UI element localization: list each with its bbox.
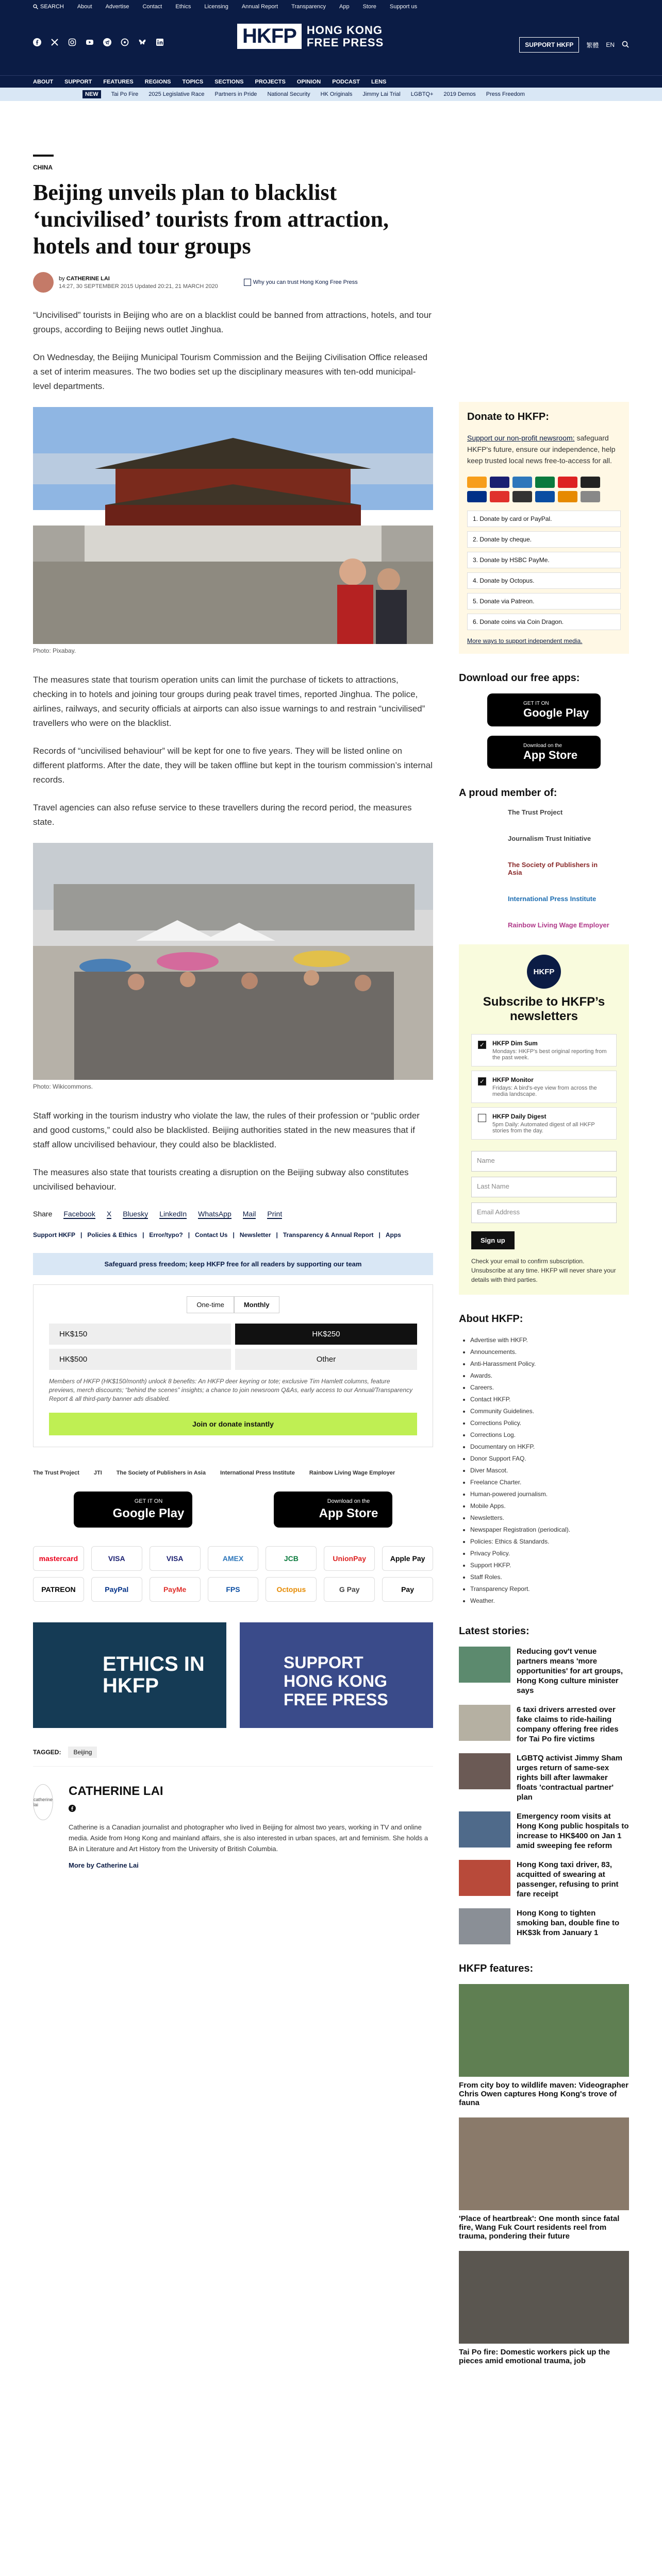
fps-icon <box>535 491 555 502</box>
hkfp-logo: HKFP <box>527 955 561 989</box>
feature-image <box>459 2117 629 2210</box>
trust-link[interactable] <box>244 279 358 286</box>
article-paragraph: Staff working in the tourism industry who violate the law, the rules of their profession or “public order and good customs,” could also be blacklisted. Beijing authorities stated in the new measures that if staff allow uncivilised behaviour, they could also be blacklisted. <box>33 1111 420 1149</box>
unionpay-logo: UnionPay <box>324 1546 375 1571</box>
about-link[interactable]: • Donor Support FAQ. <box>470 1453 629 1465</box>
feature-image <box>459 2251 629 2344</box>
sidebar <box>459 402 629 2376</box>
logo-mark: HKFP <box>237 24 302 49</box>
share-bluesky[interactable]: Bluesky <box>123 1210 148 1218</box>
by-label: by <box>59 275 65 282</box>
story-title: Hong Kong taxi driver, 83, acquitted of swearing at passenger, refusing to print fare receipt <box>517 1860 619 1899</box>
support-hkfp-button[interactable]: SUPPORT HKFP <box>519 37 579 53</box>
banner-title: ETHICS IN HKFP <box>103 1653 205 1697</box>
logo-wordmark <box>307 24 384 49</box>
story-thumbnail <box>459 1753 510 1789</box>
latest-story[interactable] <box>459 1811 629 1851</box>
author-bio: Catherine is a Canadian journalist and photographer who lived in Beijing for almost two years, working in TV and online media. Aside from Hong Kong and mainland affairs, she is also interested in urban spaces, art and feminism. She holds a BA in Literature and Art History from the University of British Columbia. <box>69 1823 428 1853</box>
donate-option[interactable]: 5. Donate via Patreon. <box>467 593 621 609</box>
lang-chinese-link[interactable]: 繁體 <box>586 41 599 49</box>
ethics-banner[interactable] <box>33 1622 226 1728</box>
app-store-badges <box>33 1492 433 1528</box>
facebook-icon[interactable] <box>33 38 41 46</box>
checkbox-icon[interactable] <box>478 1114 486 1122</box>
badge-small: Download on the <box>327 1498 370 1504</box>
badge-small: GET IT ON <box>134 1498 163 1504</box>
newsletter-name: HKFP Dim Sum <box>492 1040 538 1047</box>
trending-link[interactable]: 2019 Demos <box>443 91 476 97</box>
forbidden-city-photo <box>33 407 433 644</box>
separator: | <box>80 1231 82 1239</box>
share-mail[interactable]: Mail <box>242 1210 256 1218</box>
newsletter-name: HKFP Monitor <box>492 1076 534 1083</box>
mastercard-logo: mastercard <box>33 1546 84 1571</box>
article-category[interactable]: CHINA <box>33 155 54 171</box>
bluesky-icon[interactable] <box>138 38 146 46</box>
donate-option[interactable]: 6. Donate coins via Coin Dragon. <box>467 614 621 630</box>
share-print[interactable]: Print <box>267 1210 283 1218</box>
join-donate-button[interactable]: Join or donate instantly <box>49 1413 417 1435</box>
search-link[interactable] <box>33 4 64 10</box>
member-benefits: Members of HKFP (HK$150/month) unlock 8 benefits: An HKFP deer keyring or tote; exclusive Tim Hamlett columns, feature previews, merch discounts; “behind the scenes” insights; a chance to join newsroom Q&As, early access to our Annual/Transparency Report & all third-party banner ads disabled. <box>49 1378 413 1402</box>
header-search-icon[interactable] <box>622 41 629 49</box>
author-box <box>33 1784 433 1869</box>
feature-story[interactable] <box>459 2251 629 2365</box>
about-link[interactable]: • Diver Mascot. <box>470 1465 629 1477</box>
patreon-logo: PATREON <box>33 1577 84 1602</box>
separator: | <box>378 1231 380 1239</box>
photo-credit: Photo: Wikicommons. <box>33 1083 93 1090</box>
latest-story[interactable] <box>459 1908 629 1944</box>
story-title: Hong Kong to tighten smoking ban, double fine to HK$3k from January 1 <box>517 1909 620 1937</box>
about-link[interactable]: • Mobile Apps. <box>470 1500 629 1512</box>
about-link[interactable]: • Freelance Charter. <box>470 1477 629 1488</box>
name-input[interactable]: Name <box>471 1151 617 1172</box>
spacer <box>471 1144 617 1151</box>
google-play-badge[interactable] <box>74 1492 192 1528</box>
nav-projects[interactable]: PROJECTS <box>255 78 286 85</box>
donation-box <box>33 1284 433 1447</box>
member-logos <box>459 808 629 929</box>
topbar-app[interactable]: App <box>339 4 350 10</box>
donate-link[interactable]: Support our non-profit newsroom: <box>467 434 575 442</box>
nav-podcast[interactable]: PODCAST <box>332 78 360 85</box>
app-store-badge[interactable] <box>274 1492 392 1528</box>
newsletter-note: Check your email to confirm subscription. Unsubscribe at any time. HKFP will never share your details with third parties. <box>471 1258 616 1283</box>
features-title: HKFP features: <box>459 1963 534 1974</box>
telegram-icon[interactable] <box>103 38 111 46</box>
signup-button[interactable]: Sign up <box>471 1231 515 1249</box>
donate-widget <box>459 402 629 654</box>
instagram-icon[interactable] <box>68 38 76 46</box>
x-icon[interactable] <box>51 38 59 46</box>
tag-beijing[interactable]: Beijing <box>68 1747 97 1758</box>
partner-logos <box>33 1470 433 1476</box>
footer-link[interactable]: Newsletter <box>239 1231 271 1239</box>
trust-project-logo[interactable]: The Trust Project <box>508 808 563 816</box>
author-name[interactable]: CATHERINE LAI <box>69 1784 163 1798</box>
last-name-input[interactable]: Last Name <box>471 1177 617 1197</box>
apple-pay-logo: Apple Pay <box>382 1546 433 1571</box>
article-dates: 14:27, 30 SEPTEMBER 2015 Updated 20:21, 21 MARCH 2020 <box>59 283 218 290</box>
google-pay-icon <box>581 491 600 502</box>
trending-link[interactable]: LGBTQ+ <box>410 91 434 97</box>
paypal-logo: PayPal <box>91 1577 142 1602</box>
footer-link[interactable]: Apps <box>385 1231 401 1239</box>
footer-link[interactable]: Transparency & Annual Report <box>283 1231 374 1239</box>
newsletter-title: Subscribe to HKFP’s newsletters <box>483 995 605 1023</box>
linkedin-icon[interactable] <box>156 38 164 46</box>
trending-link[interactable]: 2025 Legislative Race <box>148 91 205 97</box>
amount-option-selected[interactable]: HK$250 <box>235 1324 417 1345</box>
visa-logo: VISA <box>91 1546 142 1571</box>
topbar-contact[interactable]: Contact <box>142 4 162 10</box>
about-link[interactable]: • Careers. <box>470 1382 629 1394</box>
search-label: SEARCH <box>40 4 64 10</box>
social-icons <box>33 38 164 46</box>
article-paragraph: “Uncivilised” tourists in Beijing who are on a blacklist could be banned from attractions, hotels, and tour groups, according to Beijing news outlet Jinghua. <box>33 310 432 334</box>
latest-story[interactable] <box>459 1647 629 1696</box>
about-link[interactable]: • Newsletters. <box>470 1512 629 1524</box>
banner-title: SUPPORT HONG KONG FREE PRESS <box>284 1653 388 1709</box>
badge-label: App Store <box>523 748 578 761</box>
latest-story[interactable] <box>459 1860 629 1899</box>
article <box>33 155 433 1869</box>
more-by-author-link[interactable]: More by Catherine Lai <box>69 1861 139 1869</box>
badge-label: App Store <box>319 1506 378 1520</box>
share-bar <box>33 1210 433 1219</box>
visa-icon <box>490 477 509 488</box>
byline-text <box>59 276 218 290</box>
about-link[interactable]: • Weather. <box>470 1595 629 1607</box>
newsletter-desc: Mondays: HKFP's best original reporting from the past week. <box>492 1048 607 1061</box>
sopa-logo[interactable]: The Society of Publishers in Asia <box>508 861 598 876</box>
newsletter-option[interactable] <box>471 1071 617 1103</box>
trending-bar <box>0 88 662 101</box>
nav-regions[interactable]: REGIONS <box>144 78 171 85</box>
monthly-toggle[interactable]: Monthly <box>234 1296 279 1313</box>
topbar-annual-report[interactable]: Annual Report <box>241 4 278 10</box>
mastercard-icon <box>467 477 487 488</box>
apple-pay-logo: Pay <box>382 1577 433 1602</box>
checkbox-checked-icon[interactable]: ✓ <box>478 1077 486 1086</box>
about-link[interactable]: • Documentary on HKFP. <box>470 1441 629 1453</box>
nav-support[interactable]: SUPPORT <box>64 78 92 85</box>
share-linkedin[interactable]: LinkedIn <box>159 1210 187 1218</box>
payme-logo: PayMe <box>150 1577 201 1602</box>
amount-options <box>49 1324 417 1370</box>
frequency-toggle <box>49 1296 417 1313</box>
byline <box>33 272 433 293</box>
patreon-icon <box>512 491 532 502</box>
latest-story[interactable] <box>459 1705 629 1744</box>
about-link[interactable]: • Staff Roles. <box>470 1571 629 1583</box>
topbar-advertise[interactable]: Advertise <box>105 4 129 10</box>
topbar-licensing[interactable]: Licensing <box>204 4 228 10</box>
about-link[interactable]: • Contact HKFP. <box>470 1394 629 1405</box>
donate-option[interactable]: 3. Donate by HSBC PayMe. <box>467 552 621 568</box>
feature-image <box>459 1984 629 2077</box>
about-link[interactable]: • Privacy Policy. <box>470 1548 629 1560</box>
article-paragraph: Travel agencies can also refuse service to these travellers during the record period, the measures state. <box>33 803 412 827</box>
logo-line-1: HONG KONG <box>306 23 383 37</box>
newsletter-name: HKFP Daily Digest <box>492 1113 547 1120</box>
jti-logo[interactable]: Journalism Trust Initiative <box>508 835 591 842</box>
latest-title: Latest stories: <box>459 1625 529 1637</box>
jti-logo[interactable]: JTI <box>93 1470 102 1476</box>
about-link[interactable]: • Newspaper Registration (periodical). <box>470 1524 629 1536</box>
new-badge: NEW <box>82 90 101 98</box>
topbar-store[interactable]: Store <box>362 4 376 10</box>
photo-credit: Photo: Pixabay. <box>33 647 76 654</box>
about-link[interactable]: • Policies: Ethics & Standards. <box>470 1536 629 1548</box>
topbar-ethics[interactable]: Ethics <box>175 4 191 10</box>
trending-link[interactable]: HK Originals <box>320 91 353 97</box>
sidebar-app-store-badge[interactable] <box>487 736 601 769</box>
support-banner[interactable] <box>240 1622 433 1728</box>
tags <box>33 1747 433 1767</box>
footer-link[interactable]: Contact Us <box>195 1231 228 1239</box>
donate-options <box>467 511 621 630</box>
tags-label: TAGGED: <box>33 1749 61 1756</box>
sopa-logo[interactable]: The Society of Publishers in Asia <box>116 1470 206 1476</box>
sidebar-google-play-badge[interactable] <box>487 693 601 726</box>
amex-logo: AMEX <box>208 1546 259 1571</box>
newsletter-widget <box>459 944 629 1295</box>
amex-icon <box>512 477 532 488</box>
footer-link[interactable]: Error/typo? <box>149 1231 183 1239</box>
google-pay-logo: G Pay <box>324 1577 375 1602</box>
lang-english-link[interactable]: EN <box>606 41 615 48</box>
jcb-logo: JCB <box>266 1546 317 1571</box>
feature-title: 'Place of heartbreak': One month since fatal fire, Wang Fuk Court residents reel from trauma, pondering their future <box>459 2214 620 2241</box>
newsletter-option[interactable] <box>471 1034 617 1066</box>
nav-sections[interactable]: SECTIONS <box>214 78 244 85</box>
topbar-transparency[interactable]: Transparency <box>291 4 326 10</box>
byline-author <box>59 276 218 282</box>
story-title: Reducing gov't venue partners means 'more opportunities' for art groups, Hong Kong culture minister says <box>517 1647 623 1695</box>
separator: | <box>233 1231 235 1239</box>
story-title: LGBTQ activist Jimmy Sham urges return of same-sex rights bill after lawmaker floats 'contractual partner' plan <box>517 1754 623 1802</box>
amount-other[interactable]: Other <box>235 1349 417 1370</box>
donate-option[interactable]: 1. Donate by card or PayPal. <box>467 511 621 527</box>
paypal-icon <box>467 491 487 502</box>
author-photo[interactable]: catherine lai <box>33 1784 53 1820</box>
about-link[interactable]: • Transparency Report. <box>470 1583 629 1595</box>
feature-story[interactable] <box>459 1984 629 2107</box>
badge-label: Google Play <box>112 1506 185 1520</box>
newsletter-desc: Fridays: A bird's-eye view from across the media landscape. <box>492 1085 597 1097</box>
badge-small: Download on the <box>523 742 562 749</box>
author-link[interactable]: CATHERINE LAI <box>66 275 110 282</box>
newsletter-option[interactable] <box>471 1107 617 1140</box>
trending-link[interactable]: Partners in Pride <box>214 91 257 97</box>
story-thumbnail <box>459 1811 510 1848</box>
nav-opinion[interactable]: OPINION <box>296 78 321 85</box>
feature-title: Tai Po fire: Domestic workers pick up the pieces amid emotional trauma, job <box>459 2348 610 2365</box>
main-nav <box>0 75 662 88</box>
author-facebook-icon[interactable] <box>69 1805 76 1814</box>
share-whatsapp[interactable]: WhatsApp <box>198 1210 231 1218</box>
about-link[interactable]: • Support HKFP. <box>470 1560 629 1571</box>
about-link[interactable]: • Community Guidelines. <box>470 1405 629 1417</box>
footer-link[interactable]: Support HKFP <box>33 1231 75 1239</box>
story-thumbnail <box>459 1908 510 1944</box>
about-link[interactable]: • Announcements. <box>470 1346 629 1358</box>
about-link[interactable]: • Human-powered journalism. <box>470 1488 629 1500</box>
badge-small: GET IT ON <box>523 700 549 706</box>
nav-lens[interactable]: LENS <box>371 78 387 85</box>
story-title: Emergency room visits at Hong Kong public hospitals to increase to HK$400 on Jan 1 amid sweeping fee reform <box>517 1812 629 1850</box>
separator: | <box>142 1231 144 1239</box>
separator: | <box>188 1231 190 1239</box>
tiananmen-crowd-photo <box>33 843 433 1080</box>
promo-banners <box>33 1622 433 1728</box>
top-bar <box>0 0 662 13</box>
author-info <box>69 1784 433 1869</box>
fps-logo: FPS <box>208 1577 259 1602</box>
apps-title: Download our free apps: <box>459 672 580 684</box>
topbar-support[interactable]: Support us <box>389 4 418 10</box>
payme-icon <box>490 491 509 502</box>
donate-text <box>467 432 621 466</box>
trending-link[interactable]: Tai Po Fire <box>111 91 139 97</box>
donate-title: Donate to HKFP: <box>467 411 549 422</box>
octopus-icon <box>558 491 577 502</box>
more-ways-link[interactable]: More ways to support independent media. <box>467 637 583 645</box>
amount-option[interactable]: HK$150 <box>49 1324 231 1345</box>
share-x[interactable]: X <box>106 1210 112 1218</box>
amount-option[interactable]: HK$500 <box>49 1349 231 1370</box>
email-input[interactable]: Email Address <box>471 1202 617 1223</box>
latest-story[interactable] <box>459 1753 629 1802</box>
jcb-icon <box>535 477 555 488</box>
octopus-logo: Octopus <box>266 1577 317 1602</box>
donate-option[interactable]: 2. Donate by cheque. <box>467 531 621 548</box>
one-time-toggle[interactable]: One-time <box>187 1296 234 1313</box>
donate-option[interactable]: 4. Donate by Octopus. <box>467 572 621 589</box>
article-title: Beijing unveils plan to blacklist ‘uncivilised’ tourists from attraction, hotels and tour groups <box>33 180 389 259</box>
story-thumbnail <box>459 1647 510 1683</box>
story-thumbnail <box>459 1705 510 1741</box>
ipi-logo[interactable]: International Press Institute <box>220 1470 295 1476</box>
member-title: A proud member of: <box>459 787 557 799</box>
badge-label: Google Play <box>523 706 589 719</box>
about-link[interactable]: • Corrections Log. <box>470 1429 629 1441</box>
about-link[interactable]: • Corrections Policy. <box>470 1417 629 1429</box>
about-link[interactable]: • Anti-Harassment Policy. <box>470 1358 629 1370</box>
unionpay-icon <box>558 477 577 488</box>
article-paragraph: Records of “uncivilised behaviour” will be kept for one to five years. They will be listed online on different platforms. After the date, they will be taken offline but kept in the tourism commission’s internal records. <box>33 746 433 785</box>
site-logo[interactable] <box>237 24 384 49</box>
threads-icon[interactable] <box>121 38 129 46</box>
search-icon <box>33 4 38 9</box>
topbar-about[interactable]: About <box>77 4 92 10</box>
nav-about[interactable]: ABOUT <box>33 78 54 85</box>
nav-features[interactable]: FEATURES <box>103 78 134 85</box>
rainbow-logo[interactable]: Rainbow Living Wage Employer <box>508 921 609 929</box>
about-link[interactable]: • Awards. <box>470 1370 629 1382</box>
payment-methods <box>33 1546 433 1602</box>
about-link[interactable]: • Advertise with HKFP. <box>470 1334 629 1346</box>
trust-icon <box>244 279 251 286</box>
share-facebook[interactable]: Facebook <box>63 1210 95 1218</box>
article-paragraph: On Wednesday, the Beijing Municipal Tourism Commission and the Beijing Civilisation Office released a set of interim measures. The two bodies set up the disciplinary measures with ten-odd municipal-level departments. <box>33 352 428 391</box>
article-footer-links <box>33 1231 433 1239</box>
about-links <box>459 1334 629 1607</box>
trust-project-logo[interactable]: The Trust Project <box>33 1470 79 1476</box>
logo-line-2: FREE PRESS <box>306 36 384 49</box>
trending-link[interactable]: National Security <box>267 91 310 97</box>
safeguard-banner[interactable]: Safeguard press freedom; keep HKFP free for all readers by supporting our team <box>33 1253 433 1275</box>
about-title: About HKFP: <box>459 1313 523 1325</box>
ipi-logo[interactable]: International Press Institute <box>508 895 597 903</box>
header-actions <box>519 37 629 53</box>
newsletter-desc: 5pm Daily: Automated digest of all HKFP stories from the day. <box>492 1122 595 1134</box>
article-paragraph: The measures state that tourism operation units can limit the purchase of tickets to attractions, checking in to hotels and joining tour groups during peak travel times, reported Jinghua. The police, airlines, railways, and security officials at airports can also issue warnings to and restrain “uncivilised” travellers who were on the blacklist. <box>33 675 425 728</box>
card-logos <box>467 477 621 502</box>
separator: | <box>276 1231 278 1239</box>
donate-desc: safeguard HKFP's future, ensure our independence, help keep trusted local news free-to-access for all. <box>467 434 616 465</box>
checkbox-checked-icon[interactable]: ✓ <box>478 1041 486 1049</box>
site-header <box>0 13 662 75</box>
trending-link[interactable]: Jimmy Lai Trial <box>362 91 401 97</box>
story-title: 6 taxi drivers arrested over fake claims to ride-hailing company offering free rides for Tai Po fire victims <box>517 1705 619 1743</box>
story-thumbnail <box>459 1860 510 1896</box>
apple-pay-icon <box>581 477 600 488</box>
trending-link[interactable]: Press Freedom <box>486 91 525 97</box>
nav-topics[interactable]: TOPICS <box>182 78 204 85</box>
feature-title: From city boy to wildlife maven: Videographer Chris Owen captures Hong Kong's trove of fauna <box>459 2081 628 2107</box>
feature-story[interactable] <box>459 2117 629 2241</box>
trust-label: Why you can trust Hong Kong Free Press <box>253 279 358 285</box>
author-avatar[interactable] <box>33 272 54 293</box>
youtube-icon[interactable] <box>86 38 94 46</box>
rainbow-logo[interactable]: Rainbow Living Wage Employer <box>309 1470 395 1476</box>
visa-logo: VISA <box>150 1546 201 1571</box>
footer-link[interactable]: Policies & Ethics <box>87 1231 138 1239</box>
article-paragraph: The measures also state that tourists creating a disruption on the Beijing subway also constitutes uncivilised behaviour. <box>33 1167 409 1192</box>
share-label: Share <box>33 1210 53 1218</box>
